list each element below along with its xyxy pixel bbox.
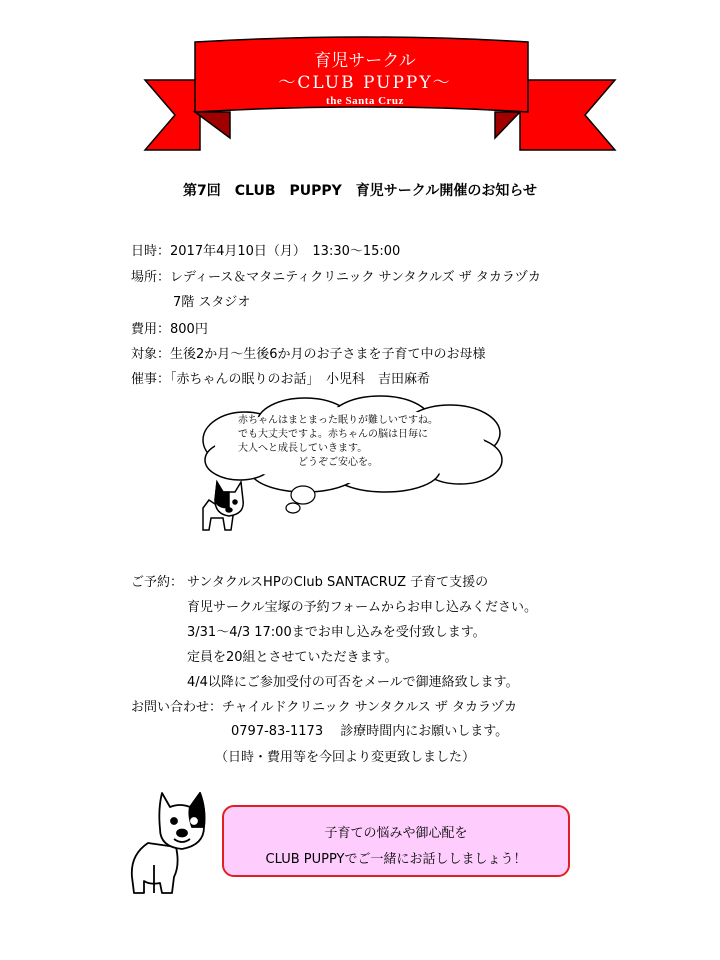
- banner-club-name: ～CLUB PUPPY～: [278, 73, 452, 93]
- reservation-line: 定員を20組とさせていただきます。: [187, 650, 398, 665]
- reservation-label: ご予約：: [131, 575, 184, 590]
- callout-line-1: 子育ての悩みや御心配を: [324, 826, 468, 841]
- small-dog-illustration: [195, 478, 255, 538]
- contact-clinic: お問い合わせ：チャイルドクリニック サンタクルス ザ タカラヅカ: [131, 700, 518, 715]
- reservation-line: 3/31～4/3 17:00までお申し込みを受付致します。: [187, 625, 486, 640]
- banner-subtitle: the Santa Cruz: [326, 95, 404, 107]
- info-event: 催事：「赤ちゃんの眠りのお話」 小児科 吉田麻希: [131, 372, 431, 387]
- reservation-line: 4/4以降にご参加受付の可否をメールで御連絡致します。: [187, 675, 519, 690]
- info-place-floor: 7階 スタジオ: [173, 295, 251, 310]
- cloud-line: どうぞご安心を。: [298, 457, 378, 468]
- cloud-line: でも大丈夫ですよ。赤ちゃんの脳は日毎に: [238, 429, 428, 440]
- reservation-line: サンタクルスHPのClub SANTACRUZ 子育て支援の: [187, 575, 489, 590]
- banner-title: 育児サークル: [314, 51, 416, 71]
- info-place: 場所：レディース＆マタニティクリニック サンタクルズ ザ タカラヅカ: [131, 270, 541, 285]
- large-dog-illustration: [120, 785, 220, 900]
- callout-box: [222, 805, 570, 877]
- cloud-line: 赤ちゃんはまとまった眠りが難しいですね。: [238, 415, 438, 426]
- info-fee: 費用：800円: [131, 322, 208, 337]
- callout-line-2: CLUB PUPPYでご一緒にお話ししましょう！: [265, 852, 527, 867]
- announcement-heading: 第7回 CLUB PUPPY 育児サークル開催のお知らせ: [183, 183, 537, 199]
- info-datetime: 日時：2017年4月10日（月） 13:30～15:00: [131, 244, 401, 259]
- cloud-message: [238, 414, 438, 470]
- info-target: 対象：生後2か月～生後6か月のお子さまを子育て中のお母様: [131, 347, 486, 362]
- reservation-line: 育児サークル宝塚の予約フォームからお申し込みください。: [187, 600, 537, 615]
- contact-phone: 0797-83-1173 診療時間内にお願いします。: [231, 724, 509, 739]
- cloud-line: 大人へと成長していきます。: [238, 443, 368, 454]
- change-note: （日時・費用等を今回より変更致しました）: [215, 750, 476, 765]
